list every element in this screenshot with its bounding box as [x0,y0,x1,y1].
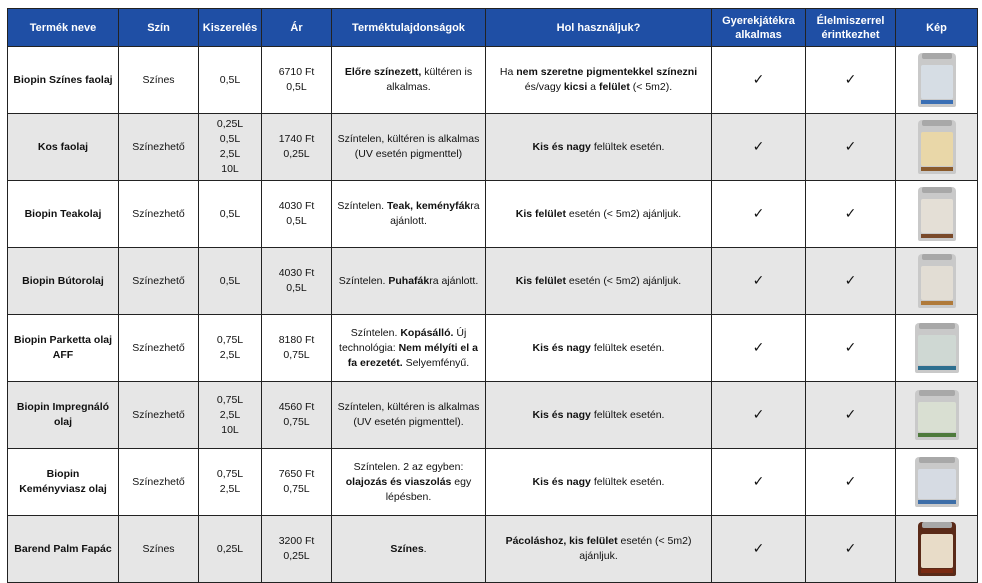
product-image-cell [896,516,978,583]
product-image-band [921,100,953,104]
product-image-lid [922,522,952,528]
oil-can-image [918,53,956,107]
product-color: Színes [119,47,199,114]
product-package [199,181,262,248]
property-text: Színtelen. [337,200,387,212]
product-usage [486,114,712,181]
property-text: ra ajánlott. [390,200,480,227]
property-text: Puhafák [388,274,430,287]
product-image-cell [896,449,978,516]
price-line: 7650 Ft [278,468,315,480]
product-usage [486,47,712,114]
product-name: Biopin Parketta olaj AFF [8,315,119,382]
usage-text: esetén (< 5m2) ajánljuk. [579,535,692,562]
property-text: Előre színezett, [344,66,422,78]
property-text: Színtelen, kültéren is alkalmas [337,133,480,145]
kids-safe-check-icon: ✓ [712,382,806,449]
kids-safe-check-icon: ✓ [712,248,806,315]
product-image-band [921,167,953,171]
product-package [199,47,262,114]
header-food: Élelmiszerrel érintkezhet [806,9,896,47]
product-properties [332,181,486,248]
property-text: kültéren is alkalmas. [386,66,473,93]
usage-text: Kis és nagy [532,475,591,488]
product-price [262,181,332,248]
table-row [8,516,978,583]
price-line: 3200 Ft [278,535,315,547]
food-safe-check-icon: ✓ [806,315,896,382]
product-usage [486,181,712,248]
table-row [8,315,978,382]
price-line: 0,5L [286,282,307,294]
usage-text: felültek esetén. [590,140,665,153]
product-image-band [921,234,953,238]
table-row [8,382,978,449]
kids-safe-check-icon: ✓ [712,47,806,114]
food-safe-check-icon: ✓ [806,516,896,583]
package-size: 0,5L [219,133,241,145]
table-row [8,114,978,181]
product-image-band [921,569,953,573]
product-image-label [921,132,953,166]
product-image-lid [922,53,952,59]
price-line: 4030 Ft [278,200,315,212]
product-name: Biopin Teakolaj [8,181,119,248]
usage-text: felültek esetén. [590,408,665,421]
oil-can-image [918,254,956,308]
food-safe-check-icon: ✓ [806,248,896,315]
package-size: 2,5L [219,349,241,361]
header-package: Kiszerelés [199,9,262,47]
food-safe-check-icon: ✓ [806,382,896,449]
property-text: Nem mélyíti el a fa erezetét. [347,341,478,369]
header-row [8,9,978,47]
product-package [199,516,262,583]
price-line: 0,25L [283,148,310,160]
property-text: Kopásálló. [400,326,454,339]
price-line: 0,75L [283,416,310,428]
package-size: 10L [221,423,239,436]
package-size: 0,75L [216,468,244,480]
usage-text: Kis és nagy [532,408,591,421]
usage-text: nem szeretne pigmentekkel színezni [516,66,698,78]
package-size: 0,25L [216,118,244,130]
header-name: Termék neve [8,9,119,47]
product-image-band [918,500,956,504]
price-line: 4030 Ft [278,267,315,279]
package-size: 2,5L [219,483,241,495]
product-image-cell [896,47,978,114]
kids-safe-check-icon: ✓ [712,449,806,516]
product-name: Biopin Impregnáló olaj [8,382,119,449]
package-size: 0,5L [219,274,241,287]
usage-text: (< 5m2). [629,81,673,93]
usage-text: Kis felület [515,207,566,220]
price-line: 0,5L [286,81,307,93]
usage-text: esetén (< 5m2) ajánljuk. [565,274,682,287]
product-price [262,248,332,315]
product-image-label [918,335,956,365]
paint-tin-image [915,390,959,440]
product-package [199,248,262,315]
oil-can-image [918,187,956,241]
product-properties [332,315,486,382]
table-row [8,449,978,516]
property-text: Színtelen. [338,274,389,287]
property-text: Színtelen. 2 az egyben: [353,460,464,473]
price-line: 1740 Ft [278,133,315,145]
usage-text: és/vagy [524,81,564,93]
product-image-label [921,266,953,300]
property-text: ra ajánlott. [429,274,479,287]
package-size: 0,75L [216,334,244,346]
table-row [8,47,978,114]
food-safe-check-icon: ✓ [806,114,896,181]
usage-text: felület [598,81,630,93]
product-price [262,516,332,583]
package-size: 2,5L [219,148,241,160]
product-price [262,114,332,181]
oil-can-image [918,120,956,174]
kids-safe-check-icon: ✓ [712,315,806,382]
header-image: Kép [896,9,978,47]
property-text: (UV esetén pigmenttel) [354,148,463,160]
product-comparison-table [7,8,978,583]
product-name: Kos faolaj [8,114,119,181]
kids-safe-check-icon: ✓ [712,516,806,583]
property-text: . [423,542,427,555]
food-safe-check-icon: ✓ [806,47,896,114]
usage-text: Kis és nagy [532,140,591,153]
kids-safe-check-icon: ✓ [712,181,806,248]
price-line: 4560 Ft [278,401,315,413]
product-image-band [918,433,956,437]
product-image-cell [896,382,978,449]
product-image-lid [919,390,955,396]
usage-text: Kis felület [515,274,566,287]
table-body [8,47,978,583]
product-name: Barend Palm Fapác [8,516,119,583]
property-text: Színtelen, kültéren is alkalmas (UV esetén pigmenttel). [337,401,480,428]
header-color: Szín [119,9,199,47]
table-row [8,248,978,315]
package-size: 0,75L [216,393,244,406]
product-package [199,449,262,516]
product-price [262,449,332,516]
product-package [199,382,262,449]
usage-text: esetén (< 5m2) ajánljuk. [565,207,682,220]
product-name: Biopin Keményviasz olaj [8,449,119,516]
product-usage [486,315,712,382]
property-text: Új technológia: [339,326,467,354]
usage-text: kicsi [563,81,588,93]
table-row [8,181,978,248]
product-image-lid [922,254,952,260]
product-price [262,47,332,114]
product-image-label [918,469,956,499]
product-price [262,382,332,449]
usage-text: Pácoláshoz, kis felület [505,535,618,547]
product-image-cell [896,248,978,315]
product-price [262,315,332,382]
food-safe-check-icon: ✓ [806,449,896,516]
product-color: Színezhető [119,382,199,449]
product-properties [332,382,486,449]
price-line: 0,75L [283,483,310,495]
usage-text: felültek esetén. [590,341,665,354]
package-size: 10L [221,163,239,175]
usage-text: a [587,81,599,93]
price-line: 0,75L [283,349,310,361]
header-properties: Terméktulajdonságok [332,9,486,47]
product-image-label [921,199,953,233]
product-color: Színezhető [119,449,199,516]
product-name: Biopin Bútorolaj [8,248,119,315]
kids-safe-check-icon: ✓ [712,114,806,181]
usage-text: Ha [499,66,517,78]
product-image-label [921,65,953,99]
product-image-lid [919,457,955,463]
header-kids: Gyerekjátékra alkalmas [712,9,806,47]
food-safe-check-icon: ✓ [806,181,896,248]
product-image-lid [922,120,952,126]
usage-text: felültek esetén. [590,475,665,488]
product-color: Színes [119,516,199,583]
price-line: 8180 Ft [278,334,315,346]
product-image-band [921,301,953,305]
product-package [199,315,262,382]
usage-text: Kis és nagy [532,341,591,354]
product-name: Biopin Színes faolaj [8,47,119,114]
package-size: 0,5L [219,207,241,220]
property-text: Selyemfényű. [402,356,470,369]
property-text: egy lépésben. [385,475,472,503]
package-size: 0,5L [219,73,241,86]
product-package [199,114,262,181]
price-line: 6710 Ft [278,66,315,78]
product-usage [486,449,712,516]
product-color: Színezhető [119,248,199,315]
product-image-cell [896,114,978,181]
paint-tin-image [915,457,959,507]
product-image-lid [922,187,952,193]
product-usage [486,248,712,315]
header-usage: Hol használjuk? [486,9,712,47]
package-size: 2,5L [219,408,241,421]
product-color: Színezhető [119,114,199,181]
package-size: 0,25L [216,542,244,555]
product-usage [486,382,712,449]
price-line: 0,5L [286,215,307,227]
stain-bottle-image [918,522,956,576]
property-text: Színes [390,542,424,555]
product-image-lid [919,323,955,329]
header-price: Ár [262,9,332,47]
property-text: Színtelen. [350,326,401,339]
product-image-band [918,366,956,370]
product-properties [332,449,486,516]
product-image-cell [896,315,978,382]
product-image-label [918,402,956,432]
property-text: olajozás és viaszolás [345,475,452,488]
product-properties [332,516,486,583]
product-properties [332,114,486,181]
product-properties [332,248,486,315]
product-usage [486,516,712,583]
product-color: Színezhető [119,181,199,248]
paint-tin-image [915,323,959,373]
product-color: Színezhető [119,315,199,382]
price-line: 0,25L [283,550,310,562]
property-text: Teak, keményfák [387,200,471,212]
product-image-cell [896,181,978,248]
product-properties [332,47,486,114]
